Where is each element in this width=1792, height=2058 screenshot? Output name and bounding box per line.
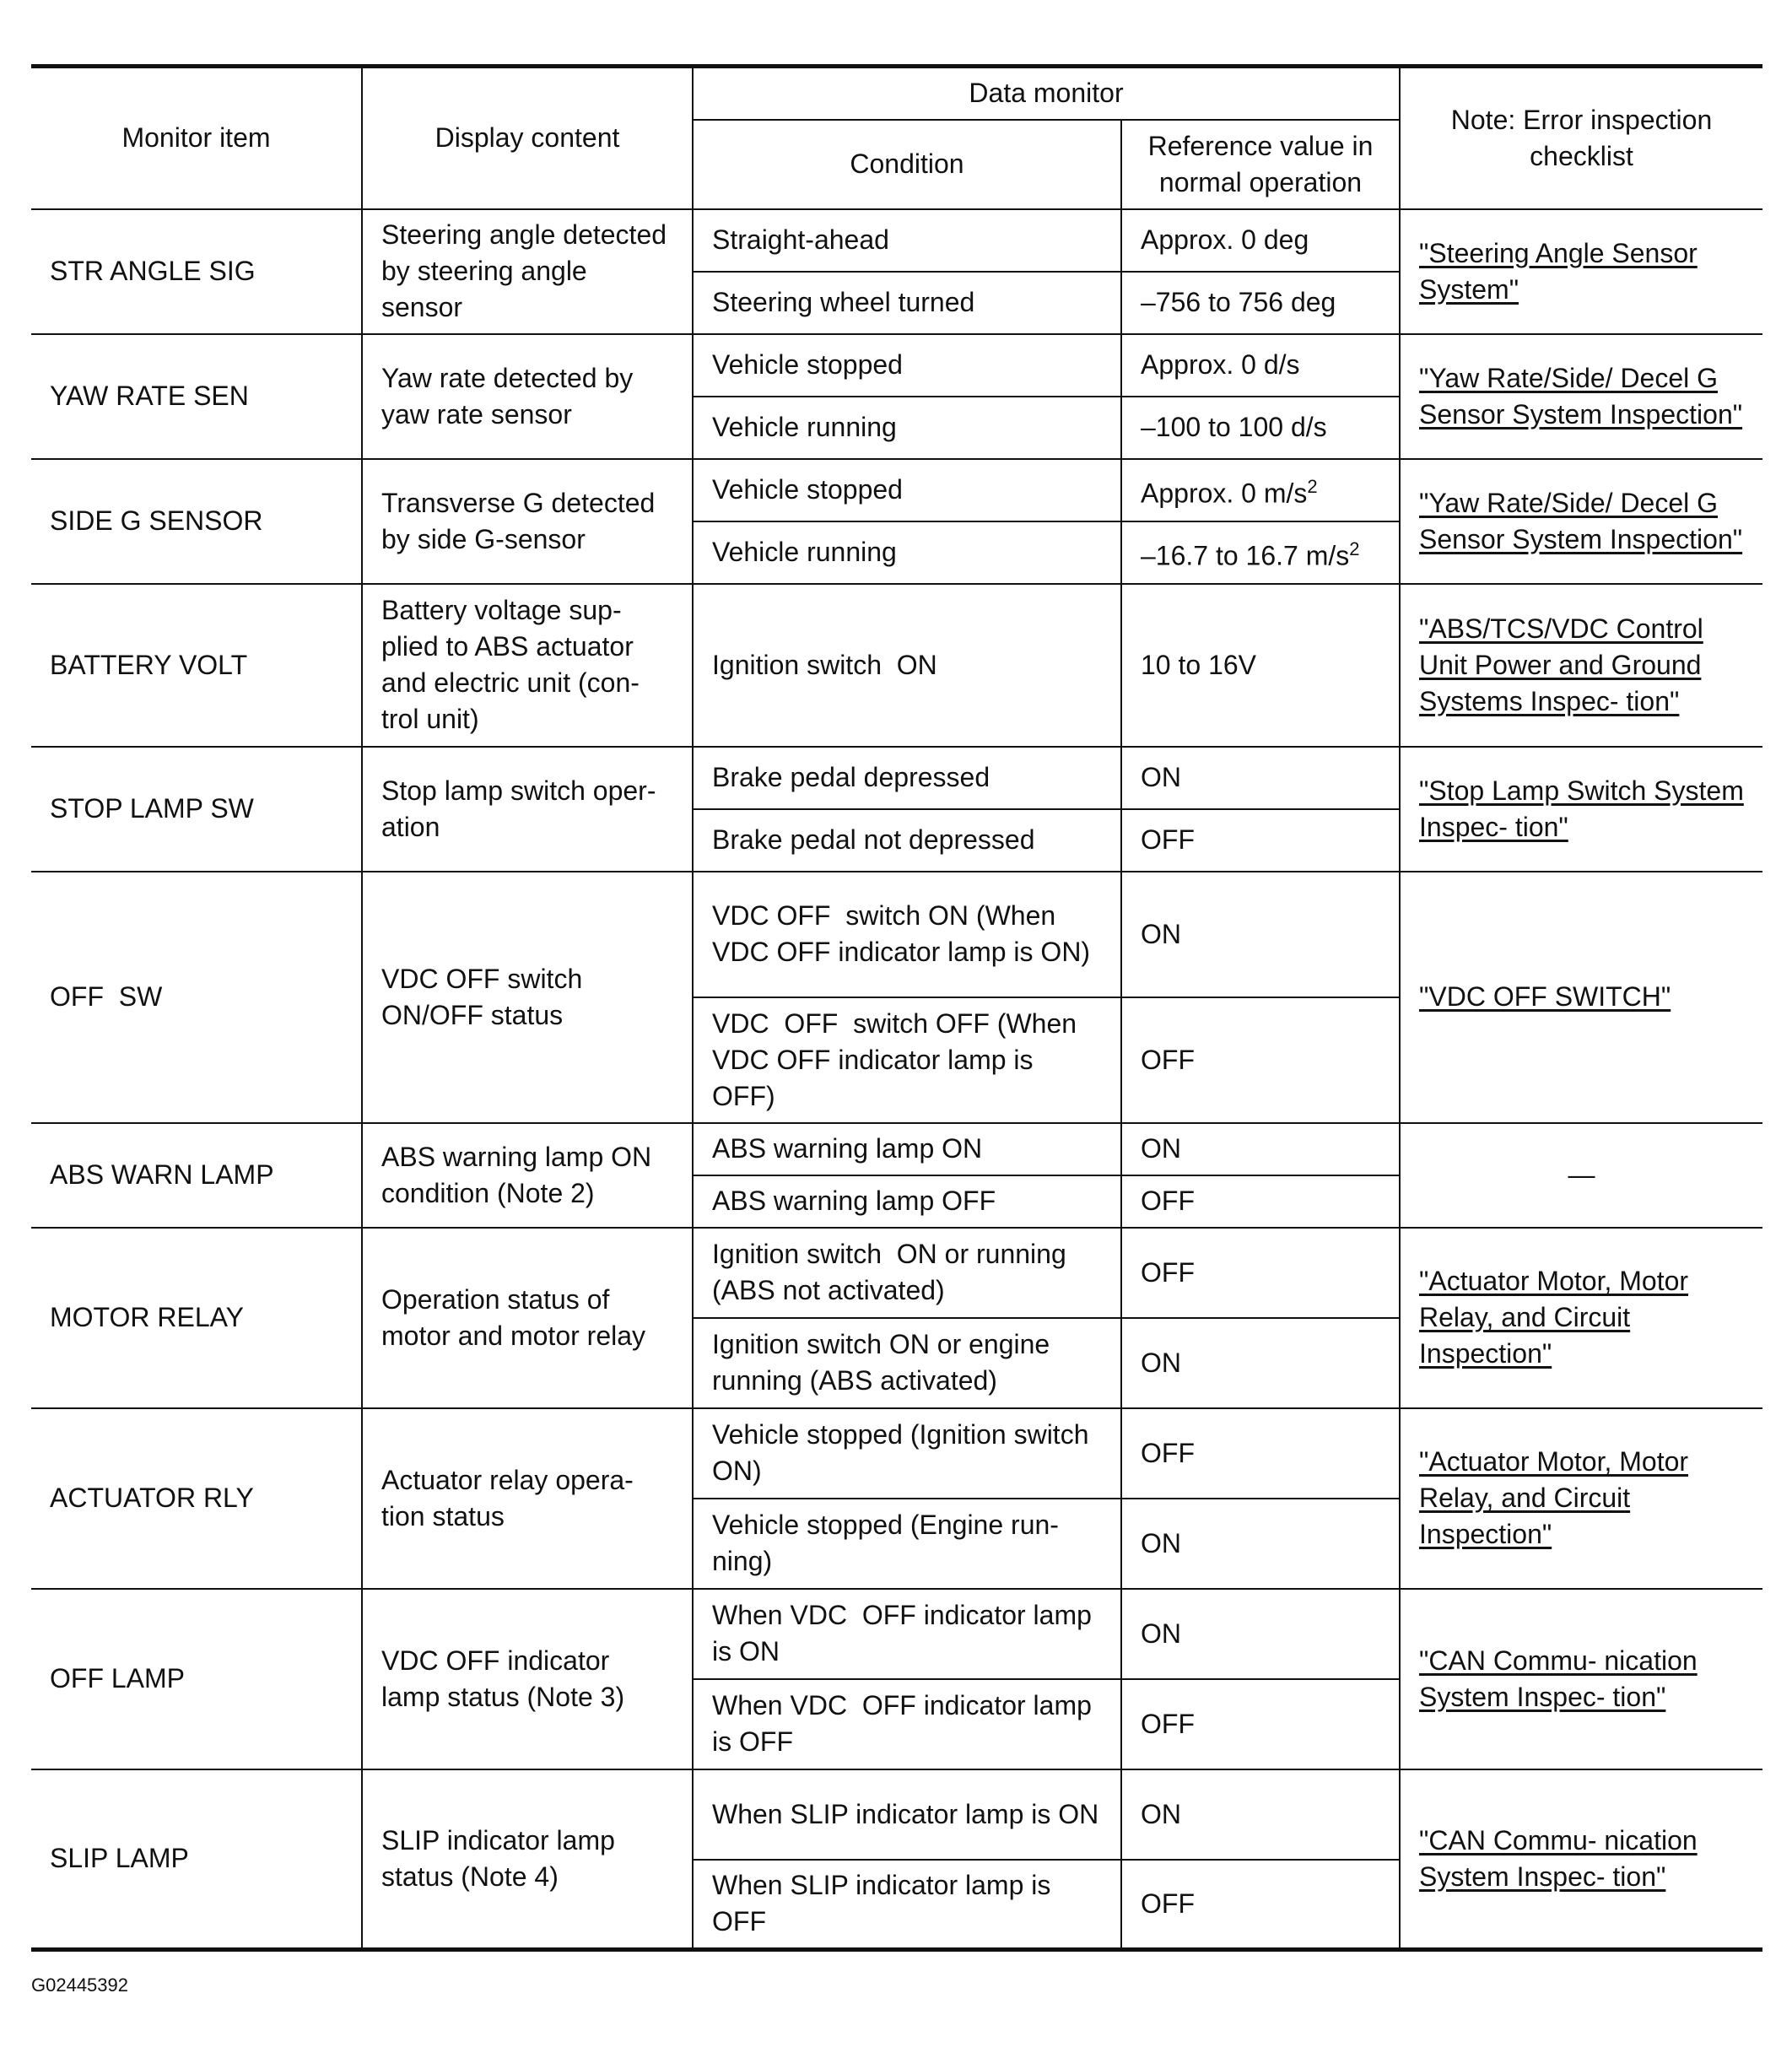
- monitor-item-cell: MOTOR RELAY: [31, 1228, 362, 1408]
- header-reference-value: Reference value in normal operation: [1121, 120, 1400, 209]
- reference-value-text: Approx. 0 d/s: [1141, 349, 1300, 380]
- reference-value-cell: [1121, 1408, 1400, 1499]
- reference-value-text: OFF: [1141, 1256, 1195, 1288]
- reference-value-text: OFF: [1141, 1708, 1195, 1739]
- note-cell: [1400, 1408, 1762, 1589]
- condition-cell: Brake pedal depressed: [693, 747, 1121, 809]
- reference-value-cell: [1121, 1860, 1400, 1950]
- display-content-cell: Steering angle detected by steering angle sensor: [362, 209, 693, 334]
- reference-value-cell: [1121, 521, 1400, 584]
- reference-value-cell: [1121, 1123, 1400, 1175]
- reference-value-cell: [1121, 872, 1400, 997]
- reference-value-text: OFF: [1141, 1044, 1195, 1075]
- condition-cell: When VDC OFF indicator lamp is OFF: [693, 1679, 1121, 1769]
- inspection-checklist-link[interactable]: "Yaw Rate/Side/ Decel G Sensor System Inspection": [1419, 487, 1743, 554]
- reference-value-cell: [1121, 809, 1400, 872]
- note-cell: [1400, 459, 1762, 584]
- condition-cell: ABS warning lamp ON: [693, 1123, 1121, 1175]
- inspection-checklist-link[interactable]: "CAN Commu- nication System Inspec- tion": [1419, 1824, 1698, 1892]
- reference-value-text: ON: [1141, 1798, 1181, 1829]
- table-row: [31, 1589, 1762, 1679]
- reference-value-text: OFF: [1141, 1888, 1195, 1919]
- display-content-cell: Stop lamp switch oper- ation: [362, 747, 693, 872]
- reference-value-cell: [1121, 1769, 1400, 1860]
- data-monitor-table: [31, 64, 1762, 1952]
- reference-value-cell: [1121, 1175, 1400, 1228]
- note-cell: [1400, 1228, 1762, 1408]
- reference-value-cell: [1121, 272, 1400, 334]
- inspection-checklist-link[interactable]: "Actuator Motor, Motor Relay, and Circuit Inspection": [1419, 1266, 1689, 1369]
- table-row: [31, 872, 1762, 997]
- header-note: Note: Error inspection checklist: [1400, 67, 1762, 209]
- reference-value-text: ON: [1141, 1347, 1181, 1378]
- condition-cell: Brake pedal not depressed: [693, 809, 1121, 872]
- monitor-item-cell: ACTUATOR RLY: [31, 1408, 362, 1589]
- reference-value-cell: [1121, 459, 1400, 521]
- reference-value-text: 10 to 16V: [1141, 649, 1256, 680]
- monitor-item-cell: SIDE G SENSOR: [31, 459, 362, 584]
- condition-cell: Vehicle running: [693, 521, 1121, 584]
- reference-value-text: OFF: [1141, 1186, 1195, 1216]
- reference-value-cell: [1121, 747, 1400, 809]
- reference-value-text: ON: [1141, 1527, 1181, 1558]
- monitor-item-cell: STOP LAMP SW: [31, 747, 362, 872]
- table-row: [31, 1769, 1762, 1860]
- monitor-item-cell: ABS WARN LAMP: [31, 1123, 362, 1228]
- display-content-cell: VDC OFF switch ON/OFF status: [362, 872, 693, 1123]
- inspection-checklist-link[interactable]: "Stop Lamp Switch System Inspec- tion": [1419, 775, 1744, 842]
- monitor-item-cell: OFF LAMP: [31, 1589, 362, 1769]
- note-cell: [1400, 334, 1762, 459]
- condition-cell: Steering wheel turned: [693, 272, 1121, 334]
- table-row: [31, 1123, 1762, 1175]
- inspection-checklist-link[interactable]: "Yaw Rate/Side/ Decel G Sensor System Inspection": [1419, 362, 1743, 429]
- table-row: [31, 209, 1762, 272]
- condition-cell: VDC OFF switch ON (When VDC OFF indicator lamp is ON): [693, 872, 1121, 997]
- condition-cell: VDC OFF switch OFF (When VDC OFF indicator lamp is OFF): [693, 997, 1121, 1123]
- inspection-checklist-link[interactable]: "Actuator Motor, Motor Relay, and Circuit Inspection": [1419, 1446, 1689, 1549]
- condition-cell: Ignition switch ON or engine running (ABS activated): [693, 1318, 1121, 1408]
- header-data-monitor: Data monitor: [693, 67, 1400, 120]
- note-empty-dash: —: [1400, 1123, 1762, 1228]
- table-row: [31, 459, 1762, 521]
- display-content-cell: VDC OFF indicator lamp status (Note 3): [362, 1589, 693, 1769]
- note-cell: [1400, 1589, 1762, 1769]
- condition-cell: Ignition switch ON or running (ABS not activated): [693, 1228, 1121, 1318]
- note-cell: [1400, 872, 1762, 1123]
- note-cell: [1400, 584, 1762, 747]
- unit-exponent: 2: [1307, 475, 1318, 497]
- condition-cell: ABS warning lamp OFF: [693, 1175, 1121, 1228]
- reference-value-text: ON: [1141, 762, 1181, 792]
- unit-exponent: 2: [1349, 537, 1360, 559]
- inspection-checklist-link[interactable]: "CAN Commu- nication System Inspec- tion": [1419, 1645, 1698, 1712]
- reference-value-cell: [1121, 1499, 1400, 1589]
- condition-cell: Vehicle stopped (Engine run- ning): [693, 1499, 1121, 1589]
- reference-value-cell: [1121, 209, 1400, 272]
- table-row: [31, 1228, 1762, 1318]
- display-content-cell: Transverse G detected by side G-sensor: [362, 459, 693, 584]
- figure-id: G02445392: [31, 1974, 128, 1996]
- display-content-cell: Battery voltage sup- plied to ABS actuator and electric unit (con- trol unit): [362, 584, 693, 747]
- reference-value-text: –16.7 to 16.7 m/s: [1141, 540, 1350, 571]
- reference-value-text: Approx. 0 m/s: [1141, 478, 1308, 509]
- table-row: [31, 334, 1762, 397]
- note-cell: [1400, 747, 1762, 872]
- table-row: [31, 1408, 1762, 1499]
- reference-value-text: OFF: [1141, 824, 1195, 855]
- reference-value-cell: [1121, 584, 1400, 747]
- display-content-cell: Yaw rate detected by yaw rate sensor: [362, 334, 693, 459]
- note-cell: [1400, 209, 1762, 334]
- reference-value-cell: [1121, 997, 1400, 1123]
- header-condition: Condition: [693, 120, 1121, 209]
- header-monitor-item: Monitor item: [31, 67, 362, 209]
- reference-value-text: OFF: [1141, 1437, 1195, 1468]
- table-body: [31, 209, 1762, 1950]
- reference-value-text: Approx. 0 deg: [1141, 224, 1309, 255]
- reference-value-text: –756 to 756 deg: [1141, 287, 1336, 317]
- reference-value-cell: [1121, 1679, 1400, 1769]
- inspection-checklist-link[interactable]: "Steering Angle Sensor System": [1419, 237, 1698, 305]
- condition-cell: Ignition switch ON: [693, 584, 1121, 747]
- table-row: [31, 584, 1762, 747]
- display-content-cell: SLIP indicator lamp status (Note 4): [362, 1769, 693, 1950]
- reference-value-cell: [1121, 1228, 1400, 1318]
- condition-cell: When SLIP indicator lamp is OFF: [693, 1860, 1121, 1950]
- monitor-item-cell: YAW RATE SEN: [31, 334, 362, 459]
- condition-cell: Vehicle stopped (Ignition switch ON): [693, 1408, 1121, 1499]
- condition-cell: Vehicle stopped: [693, 334, 1121, 397]
- condition-cell: Straight-ahead: [693, 209, 1121, 272]
- display-content-cell: Operation status of motor and motor relay: [362, 1228, 693, 1408]
- condition-cell: When SLIP indicator lamp is ON: [693, 1769, 1121, 1860]
- header-display-content: Display content: [362, 67, 693, 209]
- reference-value-cell: [1121, 397, 1400, 459]
- inspection-checklist-link[interactable]: "ABS/TCS/VDC Control Unit Power and Ground Systems Inspec- tion": [1419, 613, 1703, 716]
- reference-value-text: ON: [1141, 1133, 1181, 1164]
- reference-value-text: ON: [1141, 1618, 1181, 1649]
- table-row: [31, 747, 1762, 809]
- reference-value-text: ON: [1141, 918, 1181, 949]
- reference-value-cell: [1121, 1589, 1400, 1679]
- monitor-item-cell: STR ANGLE SIG: [31, 209, 362, 334]
- display-content-cell: ABS warning lamp ON condition (Note 2): [362, 1123, 693, 1228]
- condition-cell: When VDC OFF indicator lamp is ON: [693, 1589, 1121, 1679]
- monitor-item-cell: OFF SW: [31, 872, 362, 1123]
- monitor-item-cell: BATTERY VOLT: [31, 584, 362, 747]
- condition-cell: Vehicle running: [693, 397, 1121, 459]
- inspection-checklist-link[interactable]: "VDC OFF SWITCH": [1419, 981, 1671, 1012]
- reference-value-cell: [1121, 334, 1400, 397]
- monitor-item-cell: SLIP LAMP: [31, 1769, 362, 1950]
- reference-value-text: –100 to 100 d/s: [1141, 412, 1327, 442]
- reference-value-cell: [1121, 1318, 1400, 1408]
- condition-cell: Vehicle stopped: [693, 459, 1121, 521]
- display-content-cell: Actuator relay opera- tion status: [362, 1408, 693, 1589]
- note-cell: [1400, 1769, 1762, 1950]
